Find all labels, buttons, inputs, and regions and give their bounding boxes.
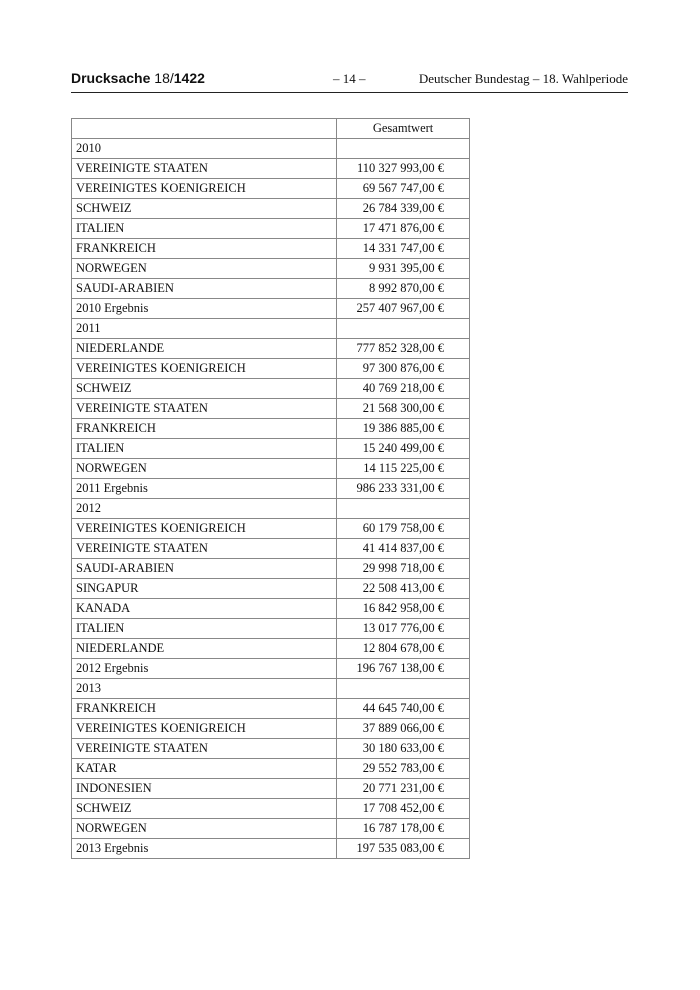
table-header-row: [72, 119, 470, 139]
row-label: KANADA: [72, 599, 337, 619]
row-label: SCHWEIZ: [72, 379, 337, 399]
row-value: 196 767 138,00 €: [337, 659, 470, 679]
table-row: [72, 299, 470, 319]
row-label: VEREINIGTE STAATEN: [72, 739, 337, 759]
table-row: [72, 579, 470, 599]
table-row: [72, 499, 470, 519]
row-label: SINGAPUR: [72, 579, 337, 599]
row-value: 22 508 413,00 €: [337, 579, 470, 599]
row-label: KATAR: [72, 759, 337, 779]
row-value: 29 552 783,00 €: [337, 759, 470, 779]
row-label: NORWEGEN: [72, 259, 337, 279]
row-label: VEREINIGTES KOENIGREICH: [72, 179, 337, 199]
table-row: [72, 159, 470, 179]
row-label: NORWEGEN: [72, 819, 337, 839]
row-label: INDONESIEN: [72, 779, 337, 799]
row-value: 110 327 993,00 €: [337, 159, 470, 179]
table-row: [72, 259, 470, 279]
row-label: 2012: [72, 499, 337, 519]
table-row: [72, 399, 470, 419]
row-label: FRANKREICH: [72, 239, 337, 259]
header-empty-cell: [72, 119, 337, 139]
row-value: 97 300 876,00 €: [337, 359, 470, 379]
row-label: VEREINIGTE STAATEN: [72, 539, 337, 559]
table-row: [72, 339, 470, 359]
row-label: VEREINIGTES KOENIGREICH: [72, 519, 337, 539]
row-value: 44 645 740,00 €: [337, 699, 470, 719]
row-value: 777 852 328,00 €: [337, 339, 470, 359]
table-row: [72, 559, 470, 579]
row-label: 2011 Ergebnis: [72, 479, 337, 499]
table-row: [72, 519, 470, 539]
row-value: 257 407 967,00 €: [337, 299, 470, 319]
table-row: [72, 359, 470, 379]
row-label: NIEDERLANDE: [72, 639, 337, 659]
row-label: SAUDI-ARABIEN: [72, 279, 337, 299]
row-value: 14 331 747,00 €: [337, 239, 470, 259]
table-row: [72, 619, 470, 639]
table-row: [72, 799, 470, 819]
row-label: 2011: [72, 319, 337, 339]
row-value: 20 771 231,00 €: [337, 779, 470, 799]
table-row: [72, 199, 470, 219]
row-label: SCHWEIZ: [72, 799, 337, 819]
row-value: 40 769 218,00 €: [337, 379, 470, 399]
table-row: [72, 539, 470, 559]
document-number-part: 18/: [150, 70, 174, 86]
table-row: [72, 839, 470, 859]
table-row: [72, 719, 470, 739]
row-label: ITALIEN: [72, 219, 337, 239]
row-label: SCHWEIZ: [72, 199, 337, 219]
document-number: [71, 70, 205, 86]
table-row: [72, 479, 470, 499]
table-row: [72, 819, 470, 839]
row-value: 19 386 885,00 €: [337, 419, 470, 439]
row-value: 21 568 300,00 €: [337, 399, 470, 419]
row-value: [337, 679, 470, 699]
row-label: NORWEGEN: [72, 459, 337, 479]
row-label: SAUDI-ARABIEN: [72, 559, 337, 579]
row-label: FRANKREICH: [72, 699, 337, 719]
row-label: ITALIEN: [72, 619, 337, 639]
row-label: VEREINIGTE STAATEN: [72, 159, 337, 179]
row-label: NIEDERLANDE: [72, 339, 337, 359]
table-row: [72, 779, 470, 799]
row-label: VEREINIGTES KOENIGREICH: [72, 359, 337, 379]
institution-title: Deutscher Bundestag – 18. Wahlperiode: [418, 71, 628, 86]
row-label: 2010: [72, 139, 337, 159]
table-row: [72, 319, 470, 339]
document-number-bold: 1422: [173, 70, 205, 86]
row-value: 26 784 339,00 €: [337, 199, 470, 219]
table-row: [72, 679, 470, 699]
row-value: 15 240 499,00 €: [337, 439, 470, 459]
table-row: [72, 379, 470, 399]
table-row: [72, 439, 470, 459]
row-value: 14 115 225,00 €: [337, 459, 470, 479]
row-label: VEREINIGTE STAATEN: [72, 399, 337, 419]
export-value-table: [71, 118, 470, 859]
row-value: [337, 319, 470, 339]
table-row: [72, 659, 470, 679]
table-row: [72, 459, 470, 479]
row-label: 2013: [72, 679, 337, 699]
row-value: 197 535 083,00 €: [337, 839, 470, 859]
table-row: [72, 739, 470, 759]
row-label: 2013 Ergebnis: [72, 839, 337, 859]
page-number: – 14 –: [333, 71, 366, 86]
table-row: [72, 419, 470, 439]
row-label: VEREINIGTES KOENIGREICH: [72, 719, 337, 739]
table-row: [72, 599, 470, 619]
row-value: 37 889 066,00 €: [337, 719, 470, 739]
row-value: 69 567 747,00 €: [337, 179, 470, 199]
row-value: 17 471 876,00 €: [337, 219, 470, 239]
row-label: ITALIEN: [72, 439, 337, 459]
row-value: 12 804 678,00 €: [337, 639, 470, 659]
row-value: 17 708 452,00 €: [337, 799, 470, 819]
table-row: [72, 279, 470, 299]
table-row: [72, 639, 470, 659]
page-header: [71, 70, 628, 93]
table-row: [72, 219, 470, 239]
table-row: [72, 239, 470, 259]
row-value: 30 180 633,00 €: [337, 739, 470, 759]
row-label: 2010 Ergebnis: [72, 299, 337, 319]
row-value: 16 787 178,00 €: [337, 819, 470, 839]
row-value: 13 017 776,00 €: [337, 619, 470, 639]
row-value: 986 233 331,00 €: [337, 479, 470, 499]
document-prefix: Drucksache: [71, 70, 151, 86]
table-row: [72, 699, 470, 719]
row-label: 2012 Ergebnis: [72, 659, 337, 679]
table-row: [72, 139, 470, 159]
row-value: 8 992 870,00 €: [337, 279, 470, 299]
row-value: 9 931 395,00 €: [337, 259, 470, 279]
row-value: 60 179 758,00 €: [337, 519, 470, 539]
row-value: 16 842 958,00 €: [337, 599, 470, 619]
row-label: FRANKREICH: [72, 419, 337, 439]
column-header-total-value: Gesamtwert: [337, 119, 470, 139]
row-value: [337, 139, 470, 159]
table-row: [72, 759, 470, 779]
table-row: [72, 179, 470, 199]
row-value: 29 998 718,00 €: [337, 559, 470, 579]
row-value: 41 414 837,00 €: [337, 539, 470, 559]
row-value: [337, 499, 470, 519]
